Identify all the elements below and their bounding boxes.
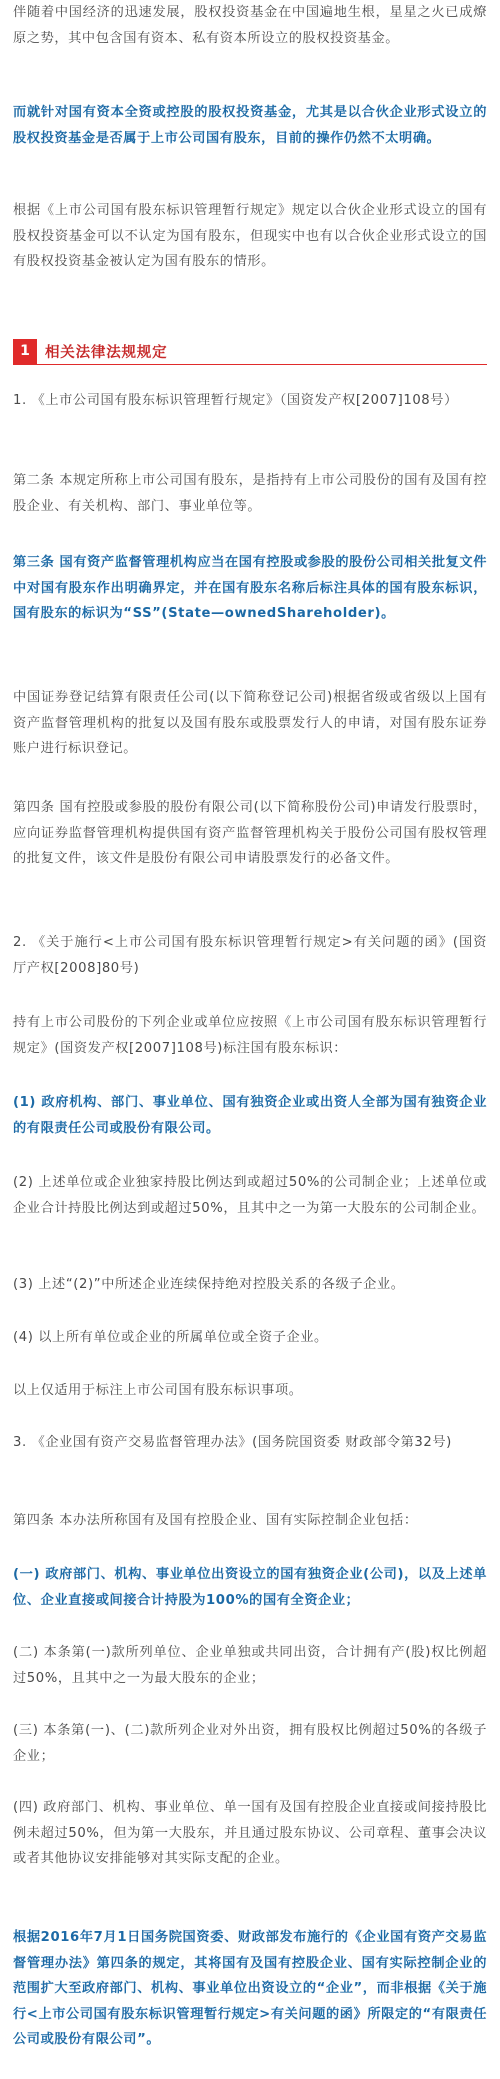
intro-paragraph-2-highlight: 而就针对国有资本全资或控股的股权投资基金，尤其是以合伙企业形式设立的股权投资基金是否属于上市公司国有股东，目前的操作仍然不太明确。 xyxy=(13,105,487,146)
intro-paragraph-1: 伴随着中国经济的迅速发展，股权投资基金在中国遍地生根，星星之火已成燎原之势，其中包含国有资本、私有资本所设立的股权投资基金。 xyxy=(13,5,487,46)
law2-item-2: (2) 上述单位或企业独家持股比例达到或超过50%的公司制企业；上述单位或企业合计持股比例达到或超过50%，且其中之一为第一大股东的公司制企业。 xyxy=(13,1175,487,1216)
section-title: 相关法律法规规定 xyxy=(45,344,168,361)
law1-heading: 1. 《上市公司国有股东标识管理暂行规定》（国资发产权[2007]108号） xyxy=(13,393,458,408)
law2-lead: 持有上市公司股份的下列企业或单位应按照《上市公司国有股东标识管理暂行规定》(国资发产权[2007]108号)标注国有股东标识： xyxy=(13,1015,487,1056)
law3-item-2: (二) 本条第(一)款所列单位、企业单独或共同出资，合计拥有产(股)权比例超过50%，且其中之一为最大股东的企业； xyxy=(13,1645,487,1686)
law1-article-4: 第四条 国有控股或参股的股份有限公司(以下简称股份公司)申请发行股票时，应向证券监督管理机构提供国有资产监督管理机构关于股份公司国有股权管理的批复文件，该文件是股份有限公司申请股票发行的必备文件。 xyxy=(13,800,487,866)
law3-conclusion-highlight: 根据2016年7月1日国务院国资委、财政部发布施行的《企业国有资产交易监督管理办法》第四条的规定，其将国有及国有控股企业、国有实际控制企业的范围扩大至政府部门、机构、事业单位出资设立的“企业”，而非根据《关于施行<上市公司国有股东标识管理暂行规定>有关问题的函》所限定的“有限责任公司或股份有限公司”。 xyxy=(13,1930,487,2047)
law3-item-1-highlight: (一) 政府部门、机构、事业单位出资设立的国有独资企业(公司)，以及上述单位、企业直接或间接合计持股为100%的国有全资企业； xyxy=(13,1567,487,1608)
intro-paragraph-3: 根据《上市公司国有股东标识管理暂行规定》规定以合伙企业形式设立的国有股权投资基金可以不认定为国有股东，但现实中也有以合伙企业形式设立的国有股权投资基金被认定为国有股东的情形。 xyxy=(13,203,487,269)
law3-item-3: (三) 本条第(一)、(二)款所列企业对外出资，拥有股权比例超过50%的各级子企业； xyxy=(13,1723,487,1764)
section-header xyxy=(13,338,487,365)
law2-item-3: (3) 上述“(2)”中所述企业连续保持绝对控股关系的各级子企业。 xyxy=(13,1277,405,1292)
law1-article-2: 第二条 本规定所称上市公司国有股东，是指持有上市公司股份的国有及国有控股企业、有关机构、部门、事业单位等。 xyxy=(13,473,487,514)
law3-article-4: 第四条 本办法所称国有及国有控股企业、国有实际控制企业包括： xyxy=(13,1513,418,1528)
law2-note: 以上仅适用于标注上市公司国有股东标识事项。 xyxy=(13,1383,303,1398)
law2-item-1-highlight: (1) 政府机构、部门、事业单位、国有独资企业或出资人全部为国有独资企业的有限责任公司或股份有限公司。 xyxy=(13,1095,487,1136)
law2-heading: 2. 《关于施行<上市公司国有股东标识管理暂行规定>有关问题的函》(国资厅产权[2008]80号) xyxy=(13,935,487,976)
law3-heading: 3. 《企业国有资产交易监督管理办法》(国务院国资委 财政部令第32号) xyxy=(13,1435,452,1450)
law2-item-4: (4) 以上所有单位或企业的所属单位或全资子企业。 xyxy=(13,1330,328,1345)
law1-registry-paragraph: 中国证券登记结算有限责任公司(以下简称登记公司)根据省级或省级以上国有资产监督管理机构的批复以及国有股东或股票发行人的申请，对国有股东证券账户进行标识登记。 xyxy=(13,690,487,756)
law1-article-3-highlight: 第三条 国有资产监督管理机构应当在国有控股或参股的股份公司相关批复文件中对国有股东作出明确界定，并在国有股东名称后标注具体的国有股东标识，国有股东的标识为“SS”(State—ownedShareholder)。 xyxy=(13,555,487,621)
law3-item-4: (四) 政府部门、机构、事业单位、单一国有及国有控股企业直接或间接持股比例未超过50%，但为第一大股东，并且通过股东协议、公司章程、董事会决议或者其他协议安排能够对其实际支配的企业。 xyxy=(13,1800,487,1866)
section-number-badge: 1 xyxy=(13,339,37,364)
